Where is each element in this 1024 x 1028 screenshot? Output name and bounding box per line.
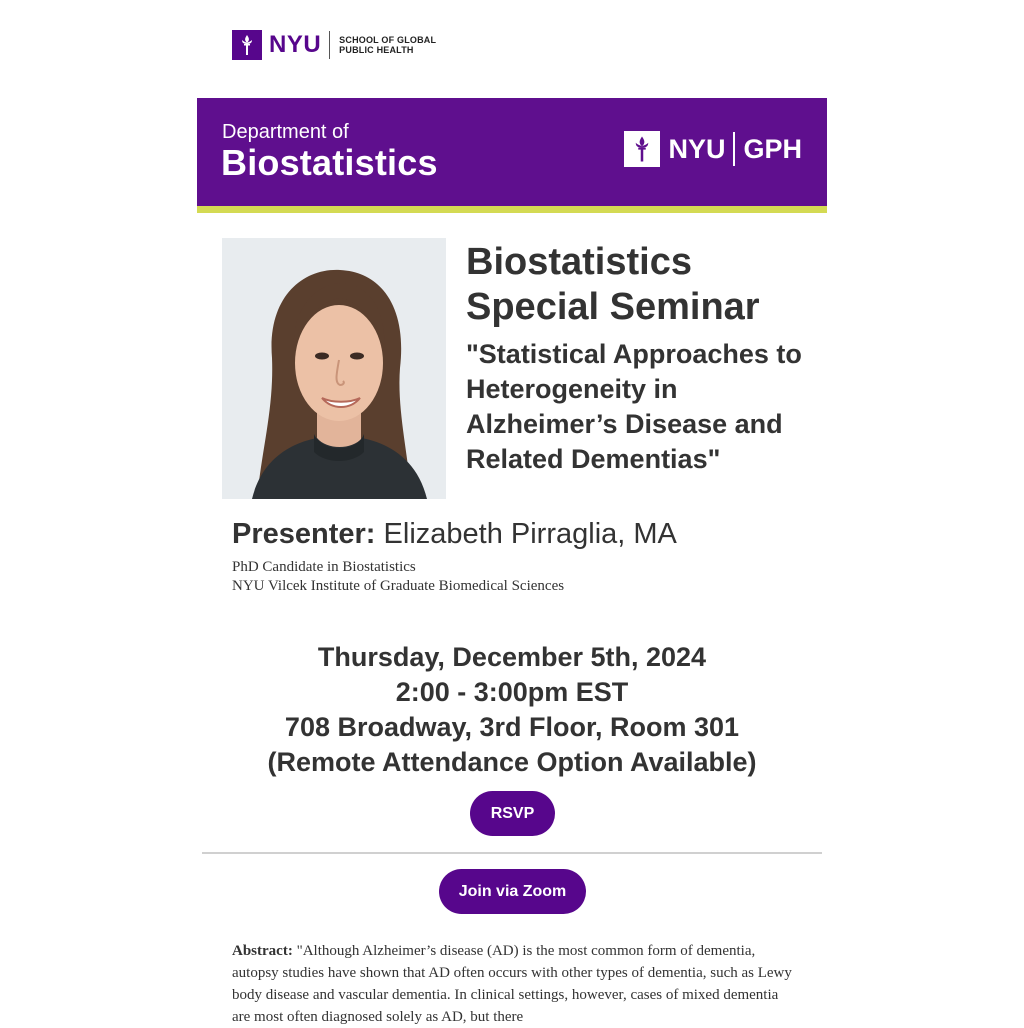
talk-title-line4: Related Dementias" [466,444,721,474]
presenter-line [232,518,677,551]
event-remote-note: (Remote Attendance Option Available) [267,747,757,777]
presenter-affiliation-line2: NYU Vilcek Institute of Graduate Biomedical Sciences [232,578,565,594]
join-zoom-button[interactable]: Join via Zoom [439,869,586,914]
banner-torch-icon [624,131,660,167]
nyu-torch-icon [232,30,262,60]
banner-accent-stripe [197,206,827,213]
event-date: Thursday, December 5th, 2024 [317,642,707,672]
abstract [232,940,792,1028]
presenter-affiliation-line1: PhD Candidate in Biostatistics [232,559,416,575]
banner-logo-divider [733,132,735,166]
talk-title-line3: Alzheimer’s Disease and [466,409,783,439]
event-time: 2:00 - 3:00pm EST [395,677,629,707]
banner-nyu-gph-logo [624,131,802,167]
presenter-name: Elizabeth Pirraglia, MA [383,518,677,550]
talk-title [466,337,836,477]
banner-logo-gph: GPH [743,133,802,164]
event-location: 708 Broadway, 3rd Floor, Room 301 [284,712,740,742]
rsvp-button[interactable]: RSVP [470,791,555,836]
seminar-title-line2: Special Seminar [466,286,760,328]
seminar-title [466,240,836,330]
presenter-label: Presenter: [232,518,376,550]
banner-logo-nyu: NYU [668,133,726,164]
banner-dept-name: Biostatistics [221,142,438,183]
seminar-title-line1: Biostatistics [466,241,692,283]
logo-wordmark: NYU [269,31,322,58]
school-name-line2: PUBLIC HEALTH [339,45,414,55]
banner-dept-of: Department of [222,121,349,143]
talk-title-line2: Heterogeneity in [466,374,678,404]
talk-title-line1: "Statistical Approaches to [466,339,802,369]
logo-divider [329,31,330,59]
school-name-line1: SCHOOL OF GLOBAL [339,35,437,45]
presenter-photo [222,238,446,499]
section-divider [202,852,822,854]
abstract-label: Abstract: [232,943,293,959]
school-name [339,35,436,55]
nyu-gph-logo [232,30,436,60]
abstract-text: "Although Alzheimer’s disease (AD) is the most common form of dementia, autopsy studies have shown that AD often occurs with other types of dementia, such as Lewy body disease and vascular dementia. In clinical settings, however, cases of mixed dementia are most often diagnosed solely as AD, but there [232,943,792,1025]
department-banner [197,98,827,206]
